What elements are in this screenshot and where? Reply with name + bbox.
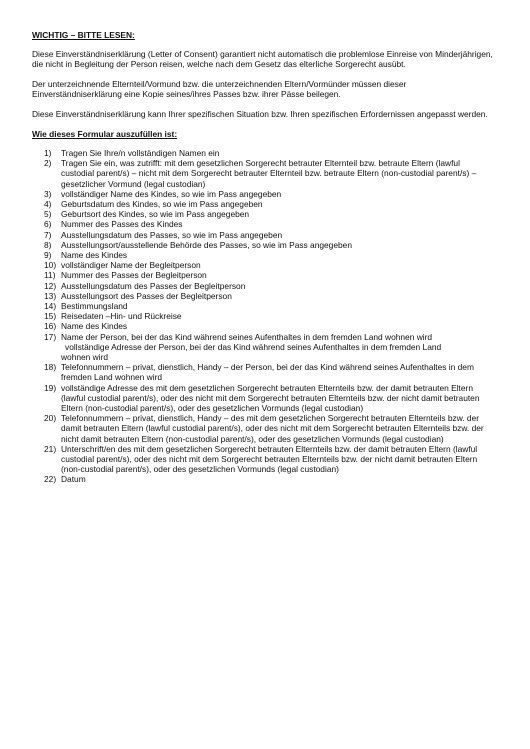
list-item [44,311,498,321]
item-number: 14) [44,300,57,311]
item-text: Nummer des Passes des Kindes [61,219,183,230]
list-item [44,189,498,199]
list-item [44,291,498,301]
document-page [32,30,498,485]
item-text: vollständige Adresse des mit dem gesetzlichen Sorgerecht betrauten Elternteils bzw. der damit betrauten Eltern [61,382,473,393]
item-text: Telefonnummern – privat, dienstlich, Handy – des mit dem gesetzlichen Sorgerecht betrauten Elternteils bzw. der [61,413,480,424]
list-item [44,383,498,414]
list-item [44,332,498,363]
item-text: Ausstellungsdatum des Passes der Begleitperson [61,280,246,291]
item-number: 3) [44,188,52,199]
list-item [44,362,498,382]
list-item [44,219,498,229]
item-number: 8) [44,239,52,250]
instructions-list [32,148,498,485]
item-number: 4) [44,198,52,209]
instructions-heading: Wie dieses Formular auszufüllen ist: [32,128,178,139]
list-item [44,301,498,311]
item-text: Tragen Sie Ihre/n vollständigen Namen ein [61,147,220,158]
item-continuation: fremden Land wohnen wird [61,372,163,383]
item-text: Ausstellungsort des Passes der Begleitperson [61,290,232,301]
item-number: 7) [44,229,52,240]
item-text: Unterschrift/en des mit dem gesetzlichen Sorgerecht betrauten Elternteils bzw. der damit betrauten Eltern (lawful [61,443,478,454]
item-text: Geburtsdatum des Kindes, so wie im Pass angegeben [61,198,263,209]
item-text: Ausstellungsort/ausstellende Behörde des Passes, so wie im Pass angegeben [61,239,352,250]
list-item [44,281,498,291]
item-text: Telefonnummern – privat, dienstlich, Handy – der Person, bei der das Kind während seines Aufenthaltes in dem [61,362,474,373]
item-number: 9) [44,249,52,260]
item-number: 16) [44,321,57,332]
item-number: 22) [44,474,57,485]
item-number: 10) [44,260,57,271]
item-number: 20) [44,413,57,424]
item-number: 1) [44,147,52,158]
item-text: Reisedaten –Hin- und Rückreise [61,311,182,322]
item-text: Nummer des Passes der Begleitperson [61,270,207,281]
paragraph-adaptation: Diese Einverständniserklärung kann Ihrer spezifischen Situation bzw. Ihren spezifischen Erfordernissen angepasst werden. [32,109,488,120]
item-continuation-indented: vollständige Adresse der Person, bei der das Kind während seines Aufenthaltes in dem fremden Land [65,341,442,352]
list-item [44,250,498,260]
list-item [44,199,498,209]
item-text: Ausstellungsdatum des Passes, so wie im Pass angegeben [61,229,283,240]
item-number: 6) [44,219,52,230]
item-number: 5) [44,209,52,220]
item-number: 18) [44,362,57,373]
list-item [44,148,498,158]
item-number: 19) [44,382,57,393]
paragraph-passport-copy: Der unterzeichnende Elternteil/Vormund bzw. die unterzeichnenden Eltern/Vormünder müssen dieser Einverständniserklärung eine Kopie seines/ihres Passes bzw. ihrer Pässe beilegen. [32,79,407,100]
item-number: 17) [44,331,57,342]
item-text: Bestimmungsland [61,300,128,311]
item-continuation: damit betrauten Eltern (lawful custodial parent/s), oder des nicht mit dem Sorgerecht betrauten Elternteils bzw. der nicht damit betrauten Eltern (non-custodial parent/s), oder des gesetzlichen Vormunds (legal custodian) [61,423,484,444]
list-item [44,321,498,331]
list-item [44,474,498,484]
list-item [44,270,498,280]
item-text: Name des Kindes [61,321,128,332]
item-number: 13) [44,290,57,301]
item-text: vollständiger Name des Kindes, so wie im Pass angegeben [61,188,282,199]
item-number: 12) [44,280,57,291]
item-number: 21) [44,443,57,454]
item-text: Name der Person, bei der das Kind während seines Aufenthaltes in dem fremden Land wohnen wird [61,331,433,342]
item-number: 15) [44,311,57,322]
item-text: vollständiger Name der Begleitperson [61,260,201,271]
list-item [44,444,498,475]
item-text: Tragen Sie ein, was zutrifft: mit dem gesetzlichen Sorgerecht betrauter Elternteil bzw. betraute Eltern (lawful [61,158,460,169]
item-number: 11) [44,270,56,281]
item-text: Datum [61,474,86,485]
item-continuation: custodial parent/s), oder des nicht mit dem Sorgerecht betrauten Elternteils bzw. der nicht damit betrauten Eltern (non-custodial parent/s), oder des gesetzlichen Vormunds (legal custodian) [61,454,478,475]
list-item [44,413,498,444]
paragraph-consent-guarantee: Diese Einverständniserklärung (Letter of Consent) garantiert nicht automatisch die problemlose Einreise von Minderjährigen, die nicht in Begleitung der Person reisen, welche nach dem Gesetz das elterliche Sorgerecht ausübt. [32,49,493,70]
item-text: Geburtsort des Kindes, so wie im Pass angegeben [61,209,250,220]
list-item [44,240,498,250]
list-item [44,230,498,240]
list-item [44,260,498,270]
page-heading: WICHTIG – BITTE LESEN: [32,30,135,40]
item-text: Name des Kindes [61,249,128,260]
item-continuation: wohnen wird [61,351,109,362]
list-item [44,209,498,219]
item-continuation: custodial parent/s) – nicht mit dem Sorgerecht betrauter Elternteil bzw. betraute Eltern (non-custodial parent/s) – gesetzlicher Vormund (legal custodian) [61,168,477,189]
list-item [44,158,498,189]
item-continuation: (lawful custodial parent/s), oder des nicht mit dem Sorgerecht betrauten Elternteils bzw. der nicht damit betrauten Eltern (non-custodial parent/s), oder des gesetzlichen Vormunds (legal custodian) [61,392,480,413]
item-number: 2) [44,158,52,169]
